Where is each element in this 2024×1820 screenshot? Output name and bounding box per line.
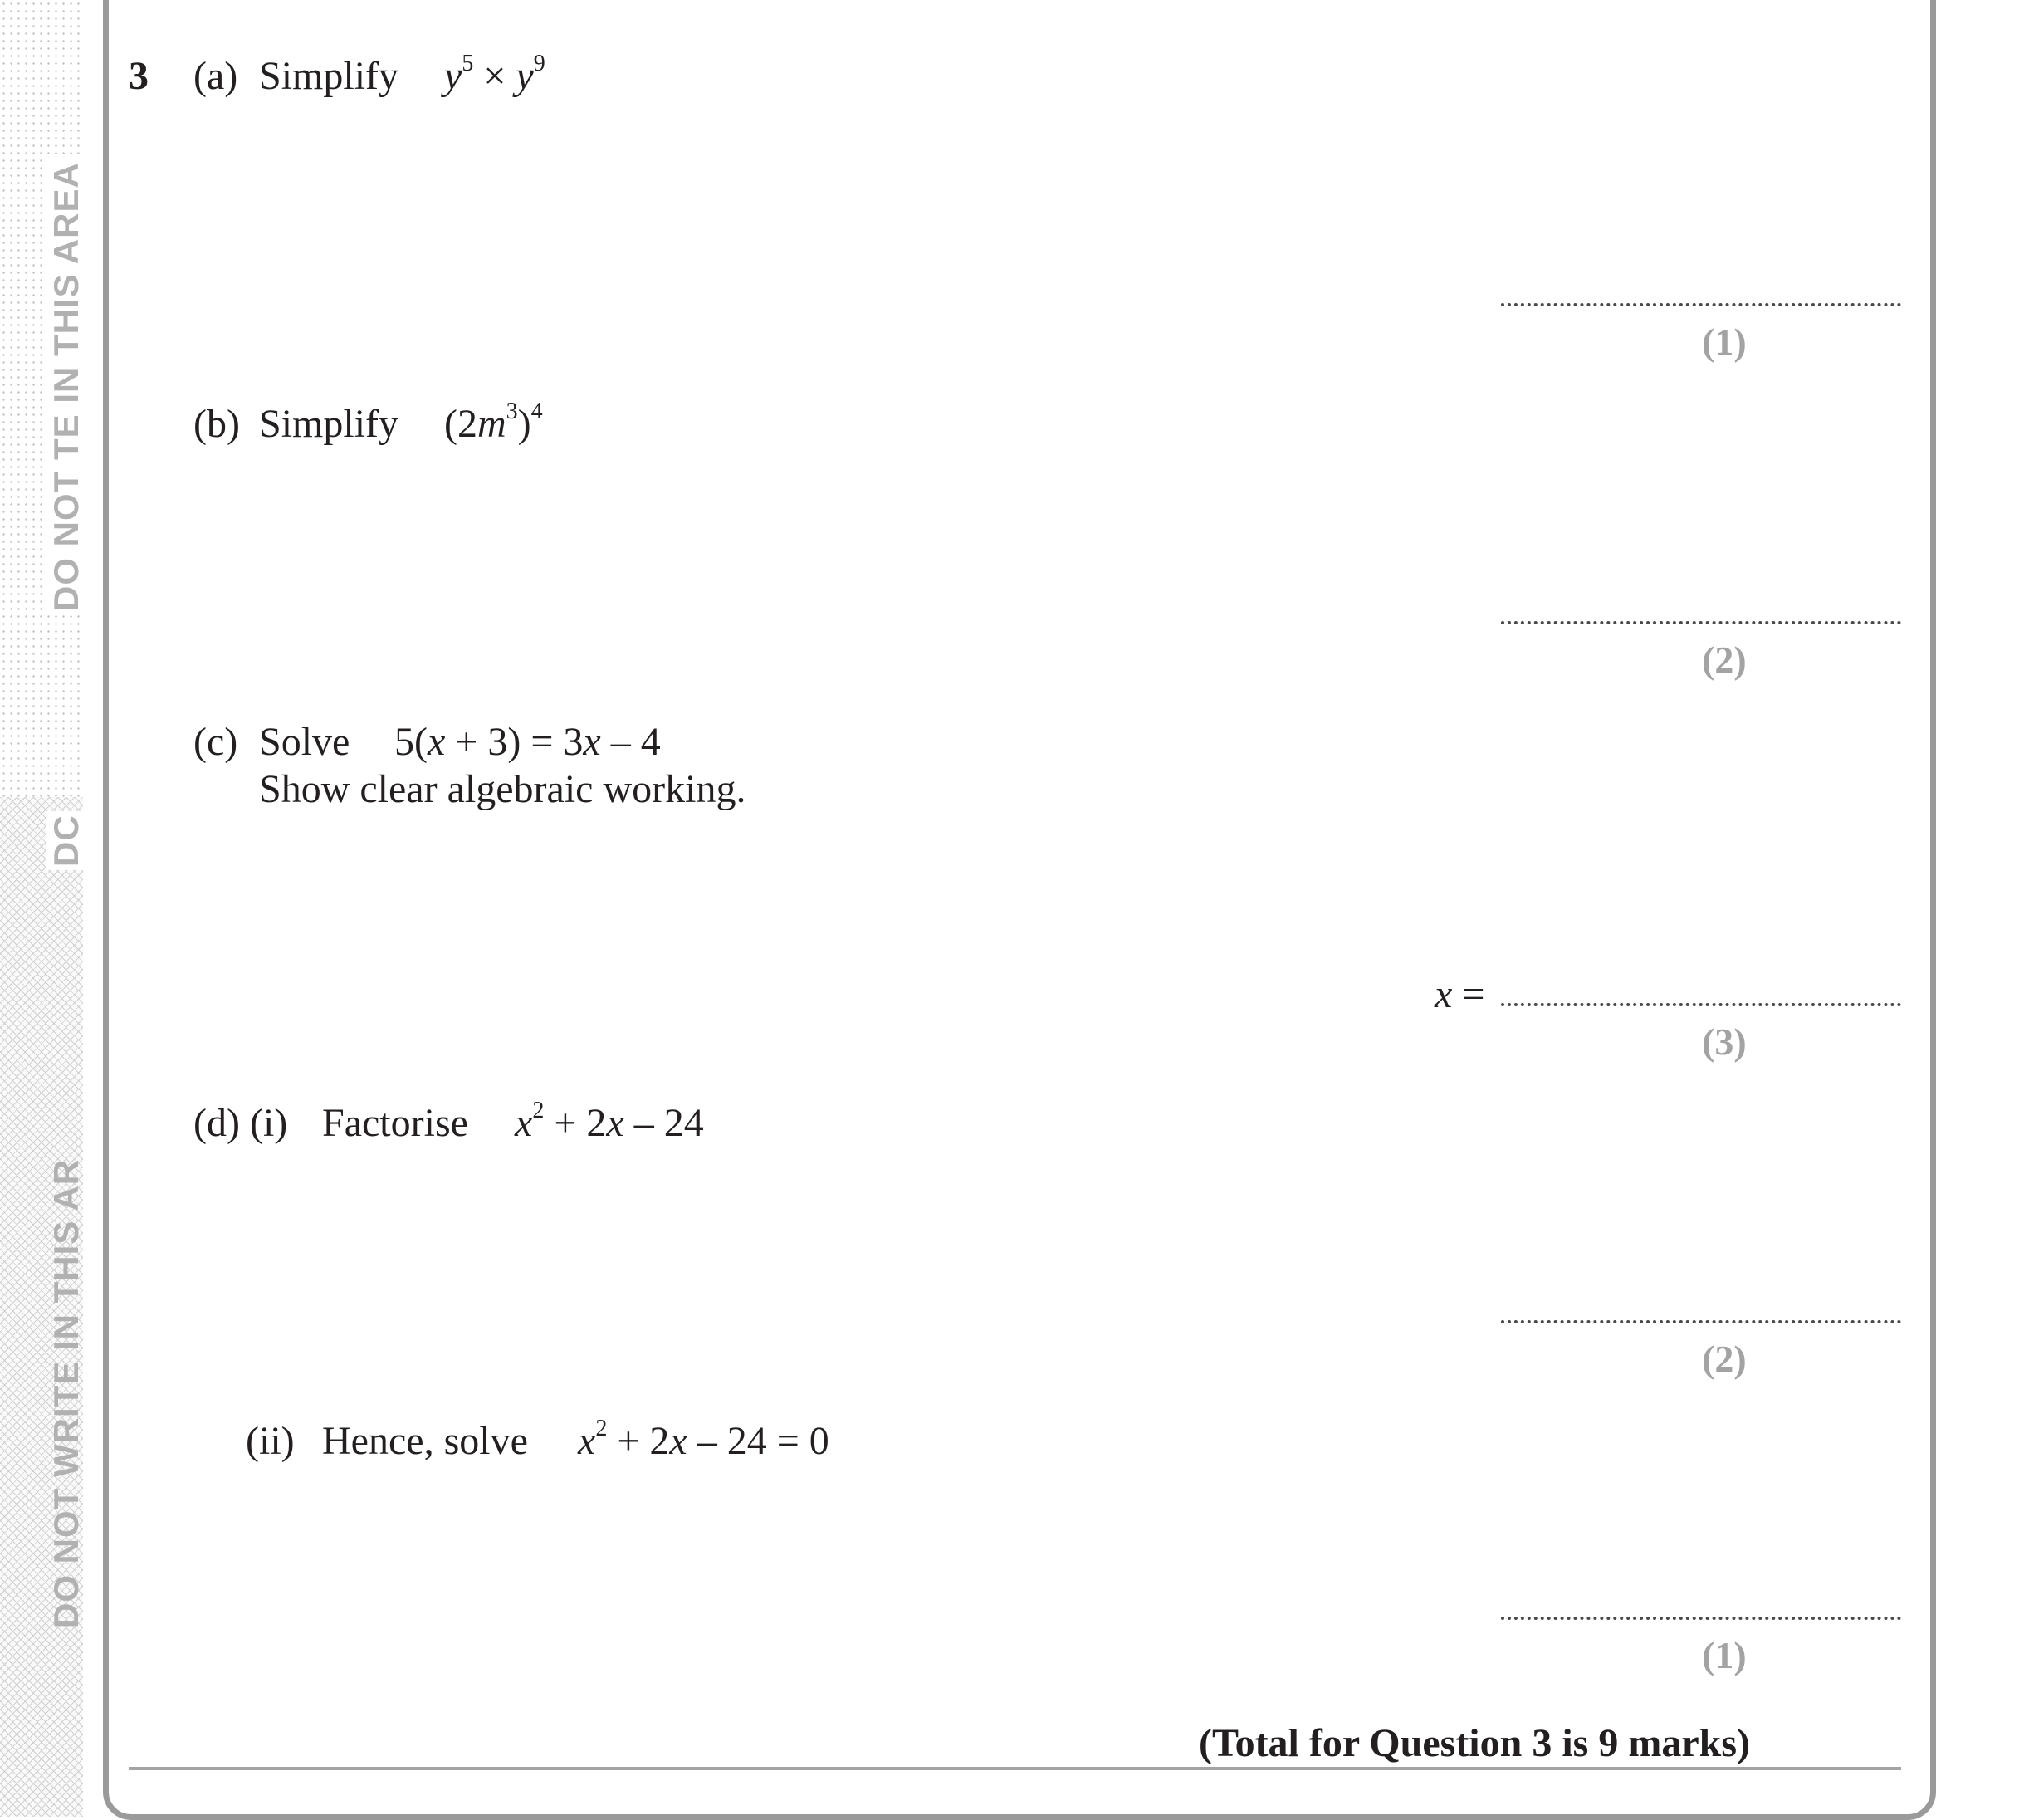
question-end-rule bbox=[129, 1767, 1901, 1770]
answer-line-b[interactable] bbox=[1501, 621, 1901, 624]
part-c-note: Show clear algebraic working. bbox=[259, 767, 746, 811]
part-d-i-instruction: Factorise bbox=[322, 1101, 468, 1145]
answer-line-d-ii[interactable] bbox=[1501, 1617, 1901, 1620]
marks-a: (1) bbox=[1702, 320, 1747, 363]
margin-warning-stub: DC bbox=[46, 811, 86, 870]
part-d-ii-instruction: Hence, solve bbox=[322, 1419, 528, 1463]
part-a-label: (a) bbox=[193, 54, 238, 98]
answer-line-a[interactable] bbox=[1501, 303, 1901, 306]
margin-warning-lower: DO NOT WRITE IN THIS AR bbox=[46, 1158, 86, 1628]
answer-line-c[interactable] bbox=[1501, 1003, 1901, 1006]
part-b-label: (b) bbox=[193, 402, 240, 446]
part-a-expression: $y^5 \times y^9$ bbox=[444, 51, 545, 98]
part-d-ii-equation: $x^2 + 2x - 24 = 0$ bbox=[578, 1416, 829, 1463]
part-b-instruction: Simplify bbox=[259, 402, 399, 446]
answer-line-d-i[interactable] bbox=[1501, 1320, 1901, 1323]
part-c-answer-prefix: x = bbox=[1435, 972, 1485, 1016]
marks-d-i: (2) bbox=[1702, 1338, 1747, 1380]
part-c-label: (c) bbox=[193, 720, 238, 764]
marks-b: (2) bbox=[1702, 638, 1747, 681]
part-d-i-label: (d) (i) bbox=[193, 1101, 288, 1145]
margin-warning-upper: DO NOT TE IN THIS AREA bbox=[46, 159, 86, 614]
part-c-instruction: Solve bbox=[259, 720, 350, 764]
part-c-equation: 5(x + 3) = 3x – 4 bbox=[394, 720, 661, 764]
part-d-i-expression: $x^2 + 2x - 24$ bbox=[515, 1098, 704, 1145]
part-b-expression: $(2m^3)^4$ bbox=[444, 399, 543, 446]
marks-d-ii: (1) bbox=[1702, 1634, 1747, 1676]
page-frame bbox=[103, 0, 1936, 1820]
part-d-ii-label: (ii) bbox=[246, 1419, 295, 1463]
question-number: 3 bbox=[129, 54, 149, 98]
marks-c: (3) bbox=[1702, 1020, 1747, 1063]
margin-strip bbox=[0, 0, 86, 1817]
part-a-instruction: Simplify bbox=[259, 54, 399, 98]
total-marks: (Total for Question 3 is 9 marks) bbox=[1198, 1721, 1750, 1765]
